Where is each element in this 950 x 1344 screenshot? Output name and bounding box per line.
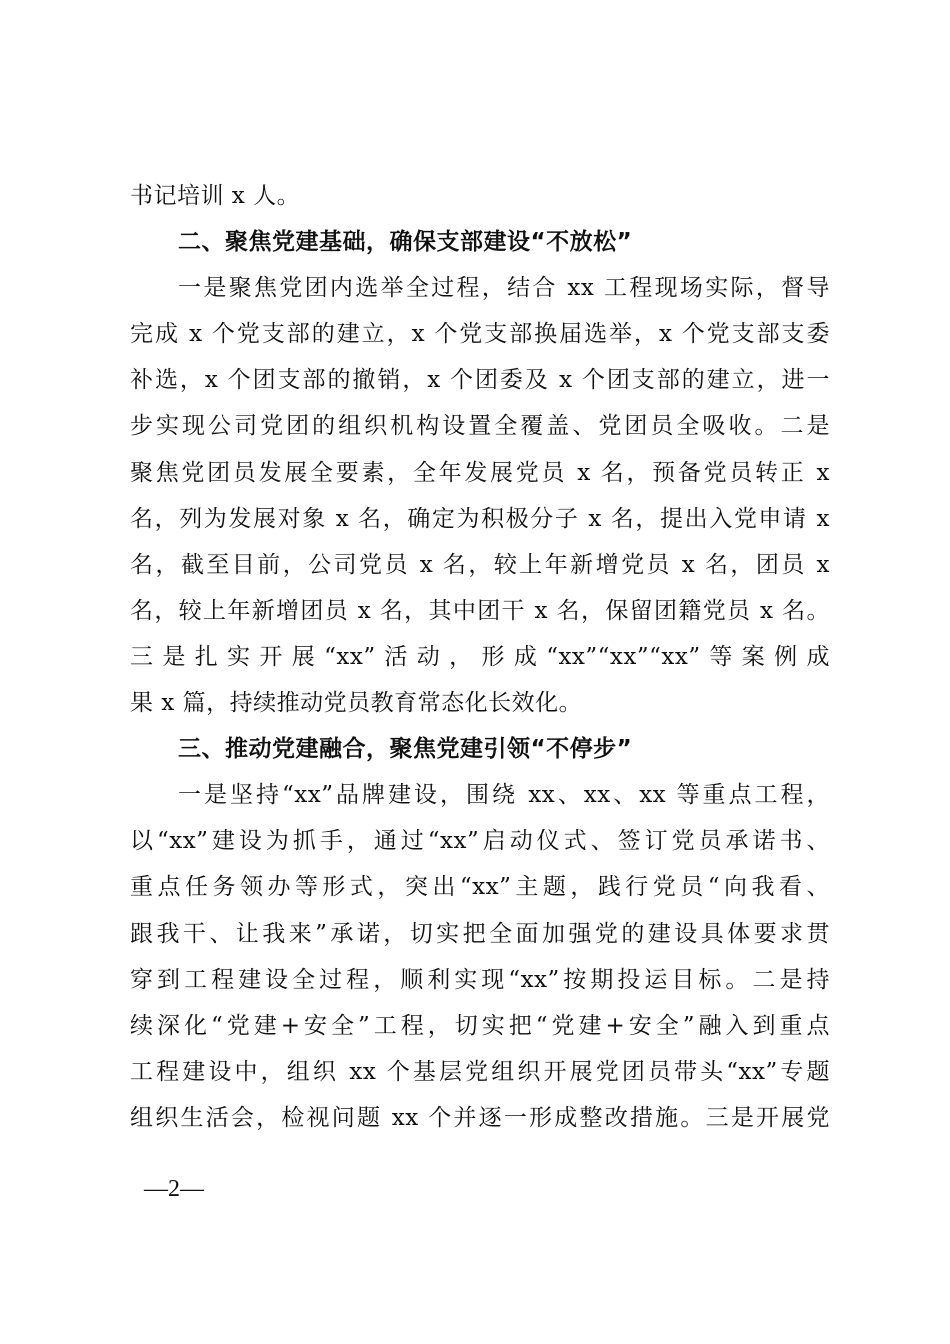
paragraph-line: 步实现公司党团的组织机构设置全覆盖、党团员全吸收。二是 [130, 413, 830, 440]
paragraph-line: 一是坚持“xx”品牌建设，围绕 xx、xx、xx 等重点工程， [178, 782, 830, 809]
paragraph-line: 书记培训 x 人。 [130, 183, 301, 209]
paragraph-line: 完成 x 个党支部的建立，x 个党支部换届选举，x 个党支部支委 [130, 321, 830, 348]
paragraph-line: 一是聚焦党团内选举全过程，结合 xx 工程现场实际，督导 [178, 275, 830, 302]
paragraph-line: 聚焦党团员发展全要素，全年发展党员 x 名，预备党员转正 x [130, 459, 830, 486]
page-number: —2— [144, 1176, 204, 1202]
paragraph-line: 续深化“党建+安全”工程，切实把“党建+安全”融入到重点 [130, 1012, 830, 1039]
paragraph-line: 工程建设中，组织 xx 个基层党组织开展党团员带头“xx”专题 [130, 1058, 830, 1085]
paragraph-line: 跟我干、让我来”承诺，切实把全面加强党的建设具体要求贯 [130, 920, 830, 947]
paragraph-line: 名，较上年新增团员 x 名，其中团干 x 名，保留团籍党员 x 名。 [130, 597, 830, 624]
section-heading: 二、聚焦党建基础，确保支部建设“不放松” [178, 229, 633, 256]
paragraph-line: 组织生活会，检视问题 xx 个并逐一形成整改措施。三是开展党 [130, 1104, 830, 1131]
section-heading: 三、推动党建融合，聚焦党建引领“不停步” [178, 736, 633, 763]
paragraph-line: 果 x 篇，持续推动党员教育常态化长效化。 [130, 690, 583, 717]
paragraph-line: 以“xx”建设为抓手，通过“xx”启动仪式、签订党员承诺书、 [130, 828, 830, 855]
paragraph-line: 名，截至目前，公司党员 x 名，较上年新增党员 x 名，团员 x [130, 551, 830, 578]
paragraph-line: 名，列为发展对象 x 名，确定为积极分子 x 名，提出入党申请 x [130, 505, 830, 532]
document-body [130, 173, 830, 1141]
paragraph-line: 重点任务领办等形式，突出“xx”主题，践行党员“向我看、 [130, 874, 830, 901]
paragraph-line: 穿到工程建设全过程，顺利实现“xx”按期投运目标。二是持 [130, 966, 830, 993]
paragraph-line: 补选，x 个团支部的撤销，x 个团委及 x 个团支部的建立，进一 [130, 367, 830, 394]
paragraph-line: 三是扎实开展“xx”活动，形成“xx”“xx”“xx”等案例成 [130, 643, 830, 670]
